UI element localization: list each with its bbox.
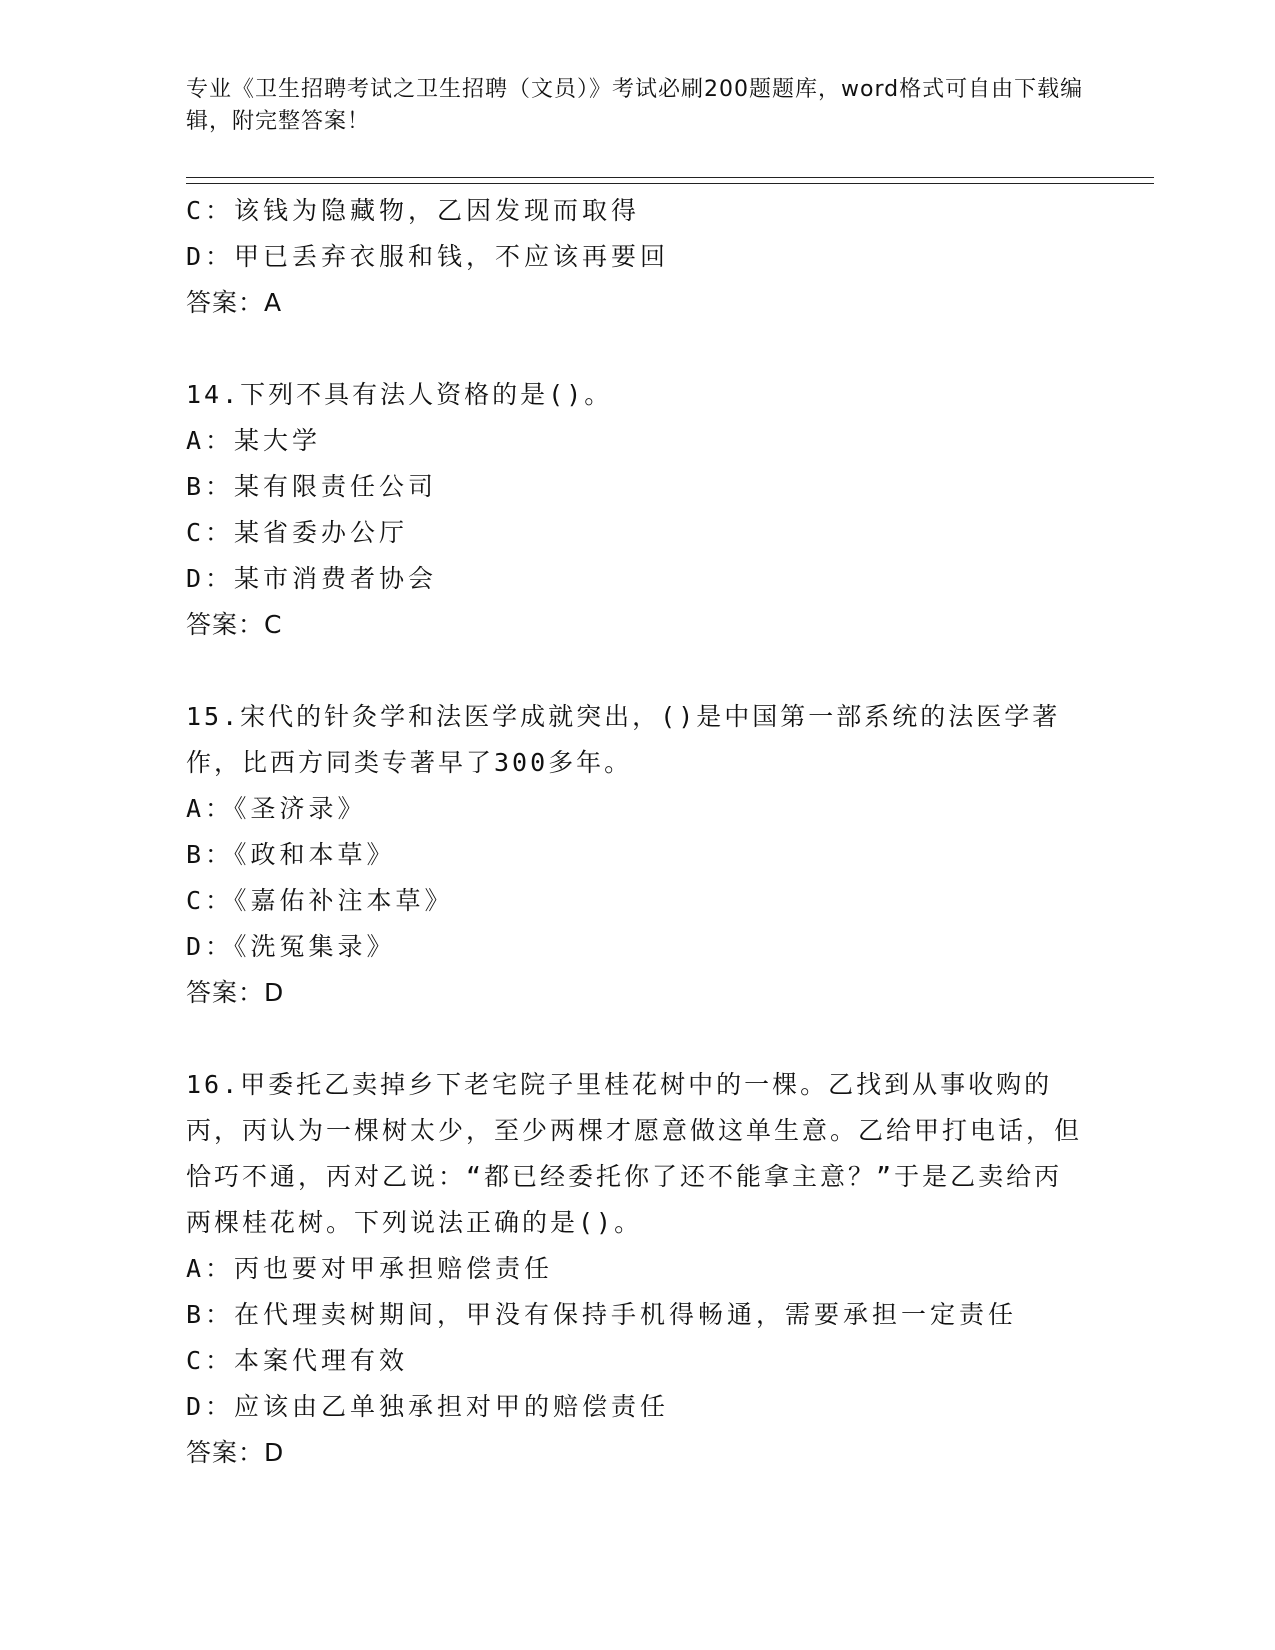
option-a: A：丙也要对甲承担赔偿责任 bbox=[186, 1254, 554, 1283]
option-c: C：《嘉佑补注本草》 bbox=[186, 886, 454, 915]
question-stem: 16.甲委托乙卖掉乡下老宅院子里桂花树中的一棵。乙找到从事收购的丙，丙认为一棵树太少，至少两棵才愿意做这单生意。乙给甲打电话，但恰巧不通，丙对乙说：“都已经委托你了还不能拿主意？”于是乙卖给丙两棵桂花树。下列说法正确的是()。 bbox=[186, 1070, 1083, 1237]
question-list bbox=[186, 188, 1086, 1476]
option-a: A：《圣济录》 bbox=[186, 794, 367, 823]
option-d: D：某市消费者协会 bbox=[186, 564, 438, 593]
option-d: D：甲已丢弃衣服和钱，不应该再要回 bbox=[186, 242, 670, 271]
answer-line: 答案：A bbox=[186, 288, 283, 317]
question-stem: 14.下列不具有法人资格的是()。 bbox=[186, 380, 613, 409]
header-divider bbox=[186, 177, 1154, 184]
question-stem: 15.宋代的针灸学和法医学成就突出，()是中国第一部系统的法医学著作，比西方同类专著早了300多年。 bbox=[186, 702, 1061, 777]
option-b: B：《政和本草》 bbox=[186, 840, 396, 869]
document-header: 专业《卫生招聘考试之卫生招聘（文员）》考试必刷200题题库，word格式可自由下载编辑，附完整答案！ bbox=[186, 77, 1084, 134]
answer-line: 答案：D bbox=[186, 978, 285, 1007]
option-d: D：《洗冤集录》 bbox=[186, 932, 396, 961]
option-d: D：应该由乙单独承担对甲的赔偿责任 bbox=[186, 1392, 670, 1421]
option-c: C：本案代理有效 bbox=[186, 1346, 409, 1375]
option-c: C：某省委办公厅 bbox=[186, 518, 409, 547]
option-b: B：在代理卖树期间，甲没有保持手机得畅通，需要承担一定责任 bbox=[186, 1300, 1018, 1329]
option-b: B：某有限责任公司 bbox=[186, 472, 438, 501]
answer-line: 答案：D bbox=[186, 1438, 285, 1467]
answer-line: 答案：C bbox=[186, 610, 283, 639]
option-a: A：某大学 bbox=[186, 426, 322, 455]
option-c: C：该钱为隐藏物，乙因发现而取得 bbox=[186, 196, 641, 225]
